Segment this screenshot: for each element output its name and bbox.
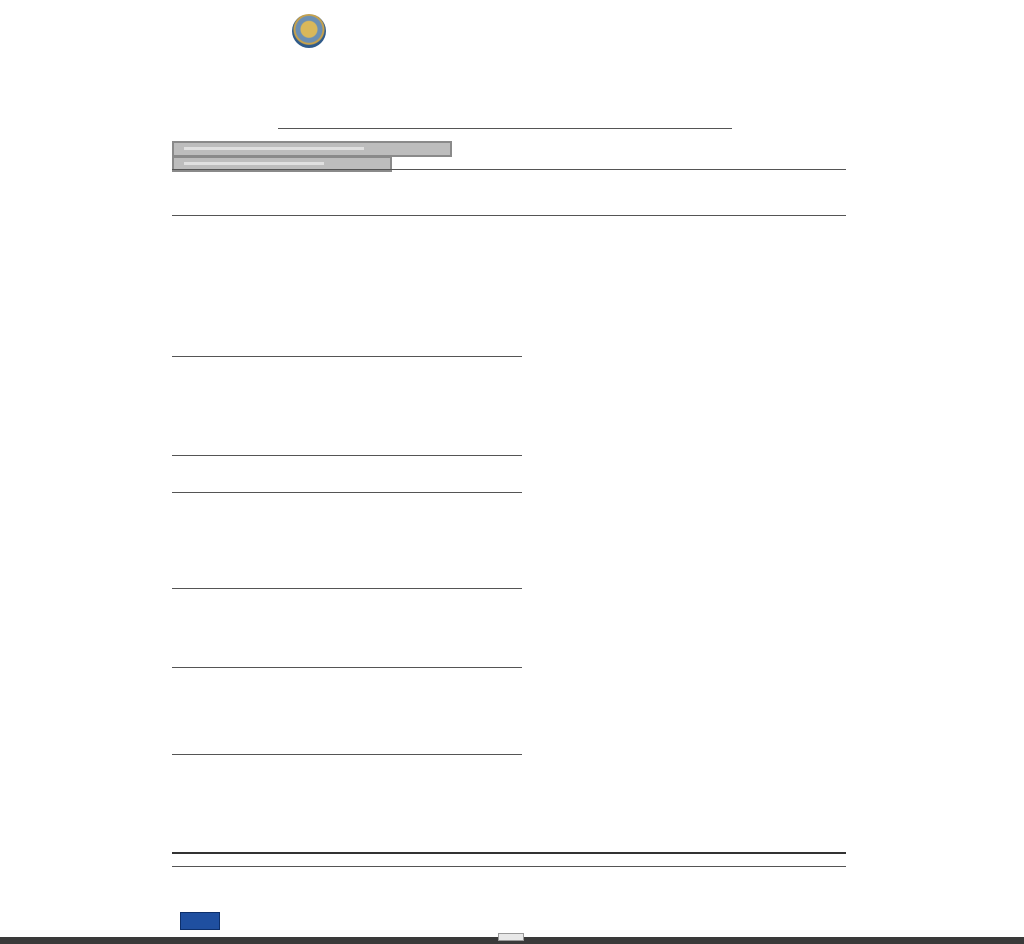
scroll-handle[interactable] xyxy=(498,933,524,941)
redacted-name-1 xyxy=(172,141,452,157)
table-top-rule xyxy=(172,169,846,170)
rule-2 xyxy=(172,455,522,456)
grand-top-rule xyxy=(172,852,846,854)
grand-bottom-rule xyxy=(172,866,846,867)
rule-1 xyxy=(172,356,522,357)
rule-3 xyxy=(172,492,522,493)
rule-6 xyxy=(172,754,522,755)
header-bottom-rule xyxy=(172,215,846,216)
nic-logo xyxy=(180,912,220,930)
header-divider xyxy=(278,128,732,129)
rule-5 xyxy=(172,667,522,668)
rule-4 xyxy=(172,588,522,589)
government-seal-icon xyxy=(292,14,326,48)
